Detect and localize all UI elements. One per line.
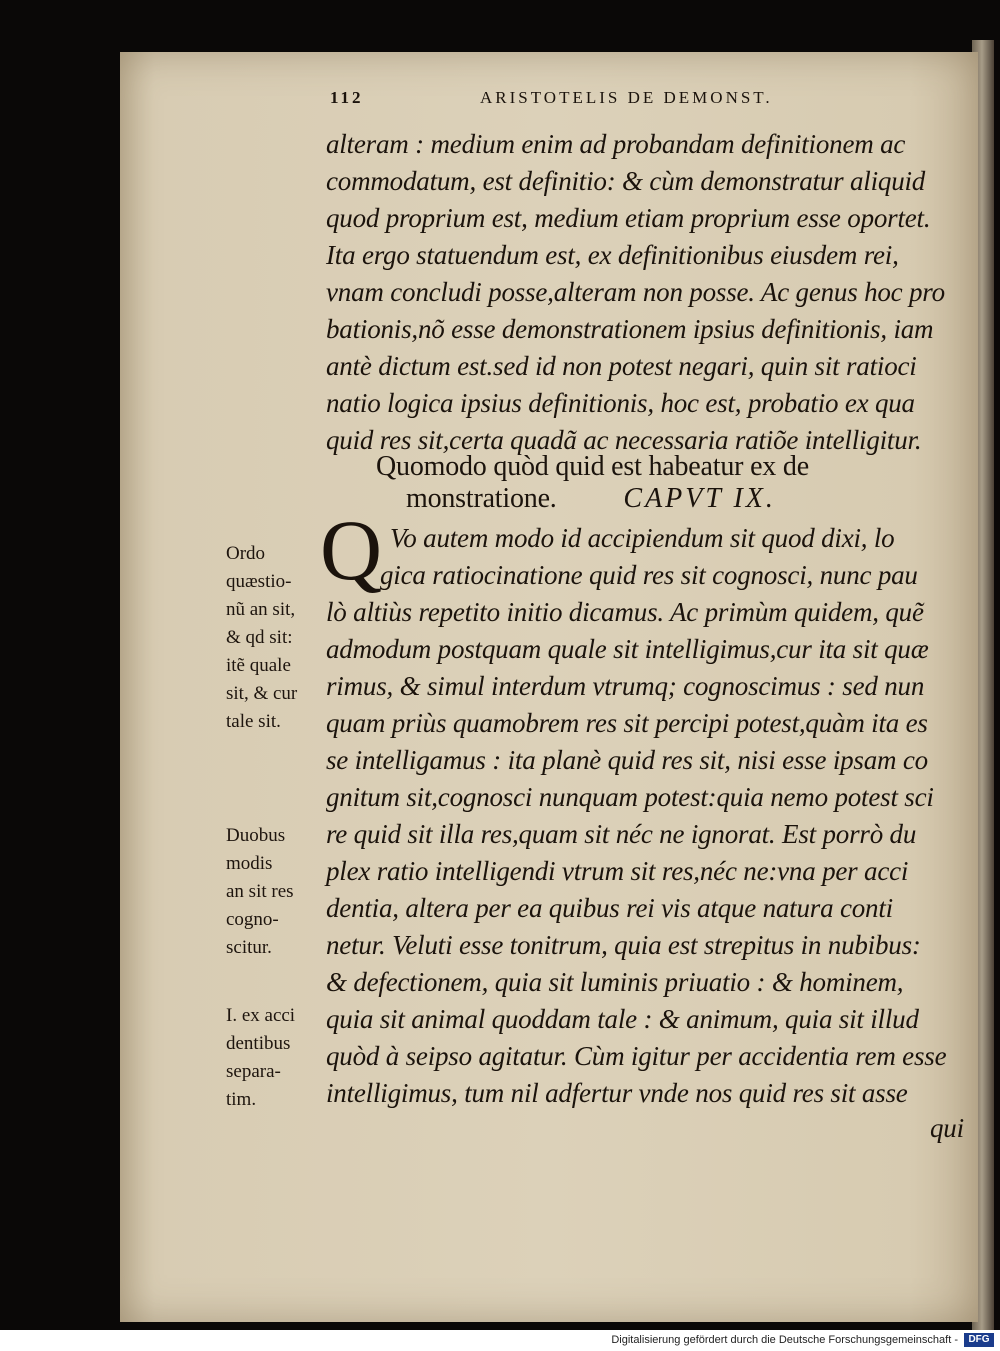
margin-note-ordo (226, 540, 324, 736)
text-line: alteram : medium enim ad probandam definitionem ac (326, 129, 906, 159)
running-head (300, 88, 860, 118)
drop-cap: Q (320, 502, 383, 598)
text-line: lò altiùs repetito initio dicamus. Ac primùm quidem, quẽ (326, 597, 924, 627)
margin-note-line: Ordo (226, 543, 266, 564)
text-line: quia sit animal quoddam tale : & animum, quia sit illud (326, 1004, 919, 1034)
text-line: gnitum sit,cognosci nunquam potest:quia nemo potest sci (326, 782, 934, 812)
dfg-logo: DFG (964, 1333, 994, 1347)
text-line: bationis,nõ esse demonstrationem ipsius definitionis, iam (326, 314, 934, 344)
chapter-title-end: monstratione. (406, 483, 557, 514)
margin-note-accidentibus (226, 1002, 324, 1114)
text-line: antè dictum est.sed id non potest negari, quin sit ratioci (326, 351, 917, 381)
text-line: gica ratiocinatione quid res sit cognosci, nunc pau (380, 560, 918, 590)
margin-note-line: tim. (226, 1089, 257, 1110)
text-line: quod proprium est, medium etiam proprium esse oportet. (326, 203, 931, 233)
chapter-title-line: Quomodo quòd quid est habeatur ex de (376, 451, 809, 482)
margin-note-duobus (226, 822, 324, 962)
text-line: Vo autem modo id accipiendum sit quod dixi, lo (390, 523, 895, 553)
margin-note-line: I. ex acci (226, 1005, 296, 1026)
text-line: re quid sit illa res,quam sit néc ne ignorat. Est porrò du (326, 819, 917, 849)
text-line: quid res sit,certa quadã ac necessaria ratiõe intelligitur. (326, 425, 922, 455)
margin-note-line: dentibus (226, 1033, 291, 1054)
running-title: ARISTOTELIS DE DEMONST. (480, 88, 773, 107)
margin-note-line: quæstio- (226, 571, 292, 592)
text-line: netur. Veluti esse tonitrum, quia est strepitus in nubibus: (326, 930, 921, 960)
text-line: admodum postquam quale sit intelligimus,cur ita sit quæ (326, 634, 929, 664)
margin-note-line: sit, & cur (226, 683, 298, 704)
margin-note-line: & qd sit: (226, 627, 293, 648)
margin-note-line: an sit res (226, 881, 294, 902)
margin-note-line: cogno- (226, 909, 279, 930)
text-line: quòd à seipso agitatur. Cùm igitur per accidentia rem esse (326, 1041, 947, 1071)
margin-note-line: separa- (226, 1061, 281, 1082)
text-line: dentia, altera per ea quibus rei vis atque natura conti (326, 893, 893, 923)
margin-note-line: itẽ quale (226, 655, 291, 676)
text-line: se intelligamus : ita planè quid res sit, nisi esse ipsam co (326, 745, 928, 775)
catchword: qui (930, 1113, 964, 1143)
margin-note-line: modis (226, 853, 273, 874)
text-line: vnam concludi posse,alteram non posse. Ac genus hoc pro (326, 277, 945, 307)
chapter-label: CAPVT IX. (623, 483, 776, 514)
margin-note-line: tale sit. (226, 711, 281, 732)
margin-note-line: Duobus (226, 825, 286, 846)
text-line: rimus, & simul interdum vtrumq; cognoscimus : sed nun (326, 671, 925, 701)
text-line: commodatum, est definitio: & cùm demonstratur aliquid (326, 166, 926, 196)
footer-bar (0, 1330, 1000, 1351)
text-line: intelligimus, tum nil adfertur vnde nos quid res sit asse (326, 1078, 908, 1108)
text-line: Ita ergo statuendum est, ex definitionibus eiusdem rei, (326, 240, 899, 270)
chapter-title-line-2 (406, 481, 1000, 517)
text-line: quam priùs quamobrem res sit percipi potest,quàm ita es (326, 708, 928, 738)
margin-note-line: scitur. (226, 937, 272, 958)
text-line: natio logica ipsius definitionis, hoc est, probatio ex qua (326, 388, 915, 418)
funding-credit: Digitalisierung gefördert durch die Deutsche Forschungsgemeinschaft - (611, 1334, 958, 1346)
page-number: 112 (330, 88, 364, 107)
text-line: plex ratio intelligendi vtrum sit res,néc ne:vna per acci (326, 856, 909, 886)
margin-note-line: nũ an sit, (226, 599, 296, 620)
text-line: & defectionem, quia sit luminis priuatio : & hominem, (326, 967, 904, 997)
